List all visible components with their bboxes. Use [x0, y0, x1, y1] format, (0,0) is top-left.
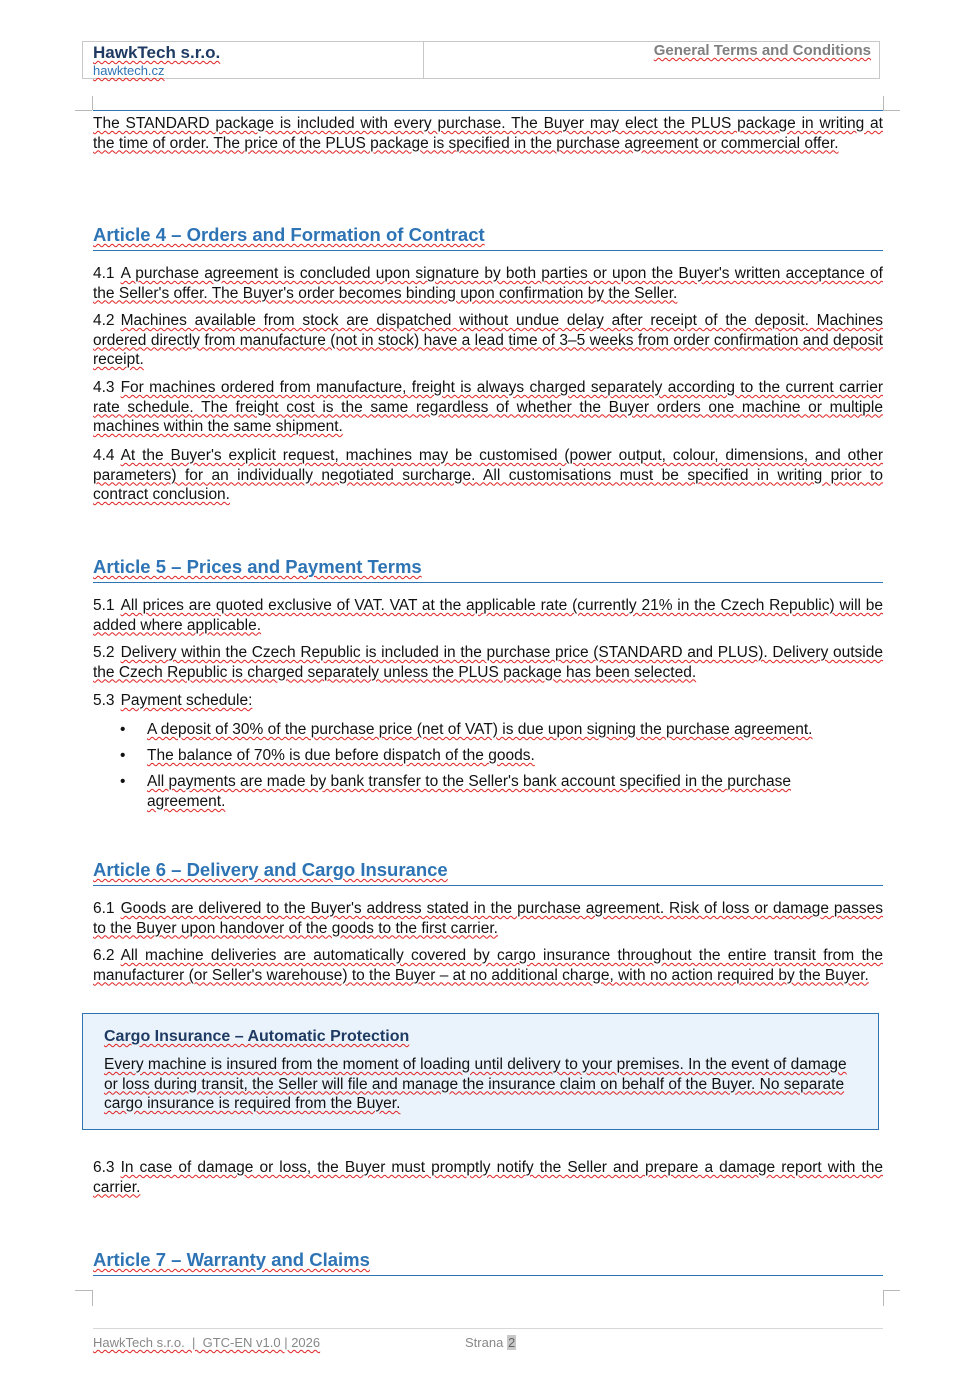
page-number: 2	[507, 1335, 516, 1350]
crop-mark-top-right-h	[883, 110, 900, 111]
list-item	[93, 746, 883, 766]
clause-number: 4.4	[93, 447, 115, 464]
crop-mark-bottom-left-h	[75, 1290, 92, 1291]
intro-text: The STANDARD package is included with every purchase. The Buyer may elect the PLUS package in writing at the time of order. The price of the PLUS package is specified in the purchase agreement or commercial offer.	[93, 115, 883, 152]
clause-5-1	[93, 596, 883, 635]
article-7-heading-text: Article 7 – Warranty and Claims	[93, 1249, 370, 1270]
crop-mark-bottom-left	[92, 1290, 93, 1306]
cargo-insurance-callout	[82, 1013, 879, 1130]
callout-body	[104, 1055, 856, 1114]
clause-text: In case of damage or loss, the Buyer must promptly notify the Seller and prepare a damage report with the carrier.	[93, 1159, 883, 1196]
bullet-icon: •	[120, 721, 126, 738]
clause-text: At the Buyer's explicit request, machines may be customised (power output, colour, dimensions, and other parameters) for an individually negotiated surcharge. All customisations must be specified in writing prior to contract conclusion.	[93, 447, 883, 504]
footer-divider	[93, 1328, 883, 1329]
document-title: General Terms and Conditions	[653, 42, 871, 59]
clause-text: Delivery within the Czech Republic is included in the purchase price (STANDARD and PLUS). Delivery outside the Czech Republic is charged separately unless the PLUS package has been selected.	[93, 644, 883, 681]
list-item	[93, 720, 883, 740]
clause-text: A purchase agreement is concluded upon signature by both parties or upon the Buyer's written acceptance of the Seller's offer. The Buyer's order becomes binding upon confirmation by the Seller.	[93, 265, 883, 302]
clause-number: 4.1	[93, 265, 115, 282]
clause-number: 5.3	[93, 692, 115, 709]
clause-number: 5.1	[93, 597, 115, 614]
crop-mark-top-right	[883, 96, 884, 110]
payment-schedule-list	[93, 720, 883, 818]
clause-4-3	[93, 378, 883, 437]
page-label: Strana	[465, 1335, 504, 1350]
clause-6-2	[93, 946, 883, 985]
clause-4-1	[93, 264, 883, 303]
clause-number: 5.2	[93, 644, 115, 661]
clause-5-2	[93, 643, 883, 682]
clause-4-4	[93, 446, 883, 505]
intro-paragraph	[93, 114, 883, 153]
list-item-text: All payments are made by bank transfer to the Seller's bank account specified in the purchase agreement.	[147, 773, 791, 810]
clause-text: Machines available from stock are dispatched without undue delay after receipt of the deposit. Machines ordered directly from manufacture (not in stock) have a lead time of 3–5 weeks from order confirmation and deposit receipt.	[93, 312, 883, 369]
article-6-heading-text: Article 6 – Delivery and Cargo Insurance	[93, 859, 448, 880]
clause-number: 6.2	[93, 947, 115, 964]
clause-number: 6.3	[93, 1159, 115, 1176]
footer-document-info: HawkTech s.r.o. | GTC-EN v1.0 | 2026	[93, 1335, 321, 1350]
list-item-text: The balance of 70% is due before dispatch of the goods.	[147, 747, 535, 765]
crop-mark-top-left-h	[75, 110, 92, 111]
clause-5-3	[93, 691, 883, 711]
clause-text: For machines ordered from manufacture, freight is always charged separately according to the current carrier rate schedule. The freight cost is the same regardless of whether the Buyer orders one machine or multiple machines within the same shipment.	[93, 379, 883, 436]
clause-text: All machine deliveries are automatically covered by cargo insurance throughout the entire transit from the manufacturer (or Seller's warehouse) to the Buyer – at no additional charge, with no action required by the Buyer.	[93, 947, 883, 984]
clause-number: 4.3	[93, 379, 115, 396]
top-rule	[93, 110, 883, 111]
clause-6-3	[93, 1158, 883, 1197]
company-website-link[interactable]: hawktech.cz	[93, 63, 165, 78]
clause-text: All prices are quoted exclusive of VAT. VAT at the applicable rate (currently 21% in the Czech Republic) will be added where applicable.	[93, 597, 883, 634]
footer-page-indicator	[465, 1335, 516, 1350]
clause-text: Payment schedule:	[120, 692, 253, 709]
clause-text: Goods are delivered to the Buyer's address stated in the purchase agreement. Risk of loss or damage passes to the Buyer upon handover of the goods to the first carrier.	[93, 900, 883, 937]
article-6-heading	[93, 859, 883, 886]
company-name: HawkTech s.r.o.	[93, 43, 221, 62]
crop-mark-bottom-right-h	[883, 1290, 900, 1291]
callout-text: Every machine is insured from the moment of loading until delivery to your premises. In the event of damage or loss during transit, the Seller will file and manage the insurance claim on behalf of the Buyer. No separate cargo insurance is required from the Buyer.	[104, 1056, 847, 1113]
clause-number: 6.1	[93, 900, 115, 917]
page-header-table	[82, 41, 880, 79]
clause-number: 4.2	[93, 312, 115, 329]
list-item	[93, 772, 883, 811]
header-company-cell	[83, 42, 424, 78]
list-item-text: A deposit of 30% of the purchase price (net of VAT) is due upon signing the purchase agreement.	[147, 721, 813, 738]
crop-mark-top-left	[92, 96, 93, 110]
callout-title: Cargo Insurance – Automatic Protection	[104, 1028, 410, 1045]
article-4-heading-text: Article 4 – Orders and Formation of Contract	[93, 224, 485, 245]
clause-4-2	[93, 311, 883, 370]
bullet-icon: •	[120, 747, 126, 765]
bullet-icon: •	[120, 773, 126, 791]
article-5-heading-text: Article 5 – Prices and Payment Terms	[93, 556, 422, 577]
article-5-heading	[93, 556, 883, 583]
crop-mark-bottom-right	[883, 1290, 884, 1306]
article-4-heading	[93, 224, 883, 251]
clause-6-1	[93, 899, 883, 938]
article-7-heading	[93, 1249, 883, 1276]
